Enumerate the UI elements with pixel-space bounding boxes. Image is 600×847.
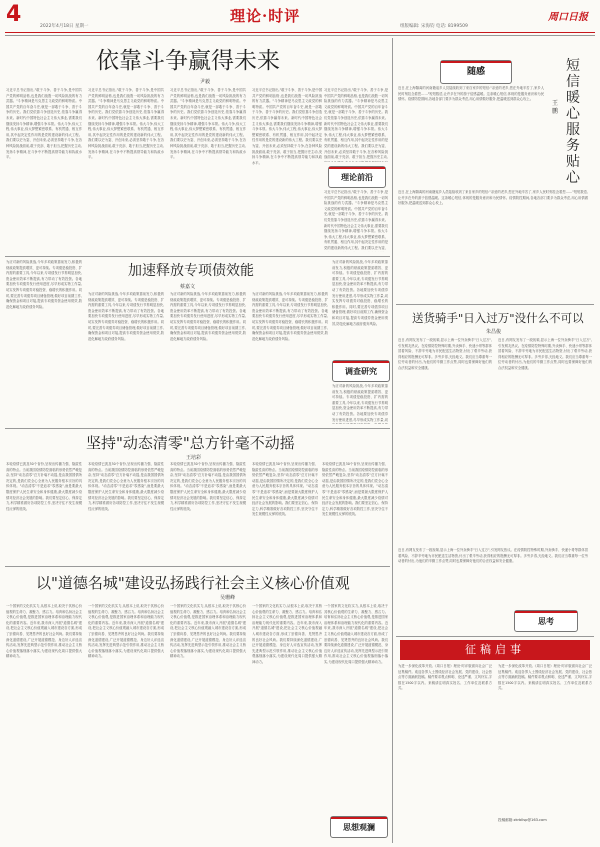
- article-body: 一个国家的文化软实力,从根本上说,取决于其核心价值观的生命力、凝聚力、感召力。培育和弘扬社会主义核心价值观,是推进国家治理体系和治理能力现代化的重要内容。近年来,我市深入开展"道德名城"建设,把社会主义核心价值观融入城市建设各方面,形成了崇德向善、见贤思齐的良好社会风尚。我们要持续深化道德建设,广泛开展道德模范、身边好人评选宣传活动,发挥先进典型示范引领作用,推动社会主义核心价值观落细落小落实,为建设现代化周口提供强大精神动力。: [324, 604, 388, 664]
- article-body: 近日,在上海隔离的河南籍返乡人员陆续收到了来自家乡的短信:"亲爱的老乡,您在外地辛苦了,家乡人民时刻挂念着您……"短短数语,让许多在外的游子倍感温暖。这条暖心短信,体现的是服务意识和为民情怀。疫情防控期间,各地各部门要多为群众考虑,用心用情做好服务,把温暖送到群众心坎上。: [398, 86, 544, 102]
- page-title: 理论·时评: [230, 7, 301, 25]
- section-tag: [332, 360, 390, 382]
- notice-title: 征稿启事: [400, 640, 590, 660]
- header-rule: [5, 32, 595, 33]
- article-body: 一个国家的文化软实力,从根本上说,取决于其核心价值观的生命力、凝聚力、感召力。培育和弘扬社会主义核心价值观,是推进国家治理体系和治理能力现代化的重要内容。近年来,我市深入开展"道德名城"建设,把社会主义核心价值观融入城市建设各方面,形成了崇德向善、见贤思齐的良好社会风尚。我们要持续深化道德建设,广泛开展道德模范、身边好人评选宣传活动,发挥先进典型示范引领作用,推动社会主义核心价值观落细落小落实,为建设现代化周口提供强大精神动力。: [252, 604, 322, 664]
- article-body: 近日,在上海隔离的河南籍返乡人员陆续收到了来自家乡的短信:"亲爱的老乡,您在外地辛苦了,家乡人民时刻挂念着您……"短短数语,让许多在外的游子倍感温暖。这条暖心短信,体现的是服务意识和为民情怀。疫情防控期间,各地各部门要多为群众考虑,用心用情做好服务,把温暖送到群众心坎上。: [398, 190, 588, 206]
- article-body: 习近平总书记指出,"敢于斗争、善于斗争,是中国共产党的鲜明品格,也是我们战胜一切风险挑战的有力武器。"斗争精神是马克思主义政党的鲜明特质。中国共产党的百年奋斗史,就是一部敢于斗争、善于斗争的历史。我们党依靠斗争创造历史,依靠斗争赢得未来。新时代中国特色社会主义伟大事业,需要我们继续发扬斗争精神,增强斗争本领。伟大斗争,伟大工程,伟大事业,伟大梦想紧密联系、有机贯通、相互作用,其中起决定性作用的是党的建设新的伟大工程。我们要以史为鉴、开创未来,必须坚持敢于斗争,在各种风险挑战面前,敢于亮剑、敢于担当,把握历史主动,发扬斗争精神,在斗争中不断提高领导能力和执政水平。: [252, 88, 322, 165]
- article-body: 本轮疫情已波及30个省份,呈现出传播力强、隐匿性高的特点。当前我国疫情防控面临的形势依然严峻复杂,坚持"动态清零"总方针毫不动摇,是由我国国情所决定的,是我们党全心全意为人民服务根本宗旨的具体体现。"动态清零"不是追求"零感染",而是要最大限度保护人民生命安全和身体健康,最大限度减少疫情对经济社会发展的影响。我们要坚定信心、保持定力,科学精准做好各项防控工作,坚决守住不发生规模性反弹的底线。: [88, 462, 164, 511]
- article-title: 坚持"动态清零"总方针毫不动摇: [86, 434, 295, 452]
- article-body: 本轮疫情已波及30个省份,呈现出传播力强、隐匿性高的特点。当前我国疫情防控面临的形势依然严峻复杂,坚持"动态清零"总方针毫不动摇,是由我国国情所决定的,是我们党全心全意为人民服务根本宗旨的具体体现。"动态清零"不是追求"零感染",而是要最大限度保护人民生命安全和身体健康,最大限度减少疫情对经济社会发展的影响。我们要坚定信心、保持定力,科学精准做好各项防控工作,坚决守住不发生规模性反弹的底线。: [322, 462, 388, 517]
- article-divider: [5, 566, 390, 567]
- article-body: 一个国家的文化软实力,从根本上说,取决于其核心价值观的生命力、凝聚力、感召力。培育和弘扬社会主义核心价值观,是推进国家治理体系和治理能力现代化的重要内容。近年来,我市深入开展"道德名城"建设,把社会主义核心价值观融入城市建设各方面,形成了崇德向善、见贤思齐的良好社会风尚。我们要持续深化道德建设,广泛开展道德模范、身边好人评选宣传活动,发挥先进典型示范引领作用,推动社会主义核心价值观落细落小落实,为建设现代化周口提供强大精神动力。: [6, 604, 82, 659]
- article-title: 短信暖心 服务贴心: [566, 58, 580, 186]
- section-tag: [440, 60, 512, 84]
- article-body: 近日,有网友发布了一段视频,显示上海一位外卖骑手"日入过万",引发网友热议。在疫情防控特殊时期,外卖骑手、快递小哥等群体冒着风险、不辞辛劳地为市民配送生活物资,付出了艰辛劳动,获得相应的报酬无可厚非。多劳多得,天经地义。我们应当尊重每一位劳动者的付出,为他们的辛勤工作点赞,同时也要保障好他们的合法权益和安全健康。: [398, 338, 492, 370]
- notice-contact: 投稿邮箱:zkrbllsp@163.com: [498, 818, 547, 822]
- article-body: 本轮疫情已波及30个省份,呈现出传播力强、隐匿性高的特点。当前我国疫情防控面临的形势依然严峻复杂,坚持"动态清零"总方针毫不动摇,是由我国国情所决定的,是我们党全心全意为人民服务根本宗旨的具体体现。"动态清零"不是追求"零感染",而是要最大限度保护人民生命安全和身体健康,最大限度减少疫情对经济社会发展的影响。我们要坚定信心、保持定力,科学精准做好各项防控工作,坚决守住不发生规模性反弹的底线。: [6, 462, 82, 511]
- section-tag: [328, 166, 386, 188]
- article-author: 王培彩: [186, 455, 202, 461]
- article-body: 习近平总书记指出,"敢于斗争、善于斗争,是中国共产党的鲜明品格,也是我们战胜一切风险挑战的有力武器。"斗争精神是马克思主义政党的鲜明特质。中国共产党的百年奋斗史,就是一部敢于斗争、善于斗争的历史。我们党依靠斗争创造历史,依靠斗争赢得未来。新时代中国特色社会主义伟大事业,需要我们继续发扬斗争精神,增强斗争本领。伟大斗争,伟大工程,伟大事业,伟大梦想紧密联系、有机贯通、相互作用,其中起决定性作用的是党的建设新的伟大工程。我们要以史为鉴、开创未来,必须坚持敢于斗争,在各种风险挑战面前,敢于亮剑、敢于担当,把握历史主动,: [324, 88, 388, 160]
- article-author: 蔡嘉文: [180, 284, 196, 290]
- article-body: 习近平总书记指出,"敢于斗争、善于斗争,是中国共产党的鲜明品格,也是我们战胜一切风险挑战的有力武器。"斗争精神是马克思主义政党的鲜明特质。中国共产党的百年奋斗史,就是一部敢于斗争、善于斗争的历史。我们党依靠斗争创造历史,依靠斗争赢得未来。新时代中国特色社会主义伟大事业,需要我们继续发扬斗争精神,增强斗争本领。伟大斗争,伟大工程,伟大事业,伟大梦想紧密联系、有机贯通、相互作用,其中起决定性作用的是党的建设新的伟大工程。我们要以史为鉴、开创未来,必须坚持敢于斗争,在各种风险挑战面前,敢于亮剑、敢于担当,把握历史主动,发扬斗争精神,在斗争中不断提高领导能力和执政水平。: [88, 88, 164, 160]
- article-body: 本轮疫情已波及30个省份,呈现出传播力强、隐匿性高的特点。当前我国疫情防控面临的形势依然严峻复杂,坚持"动态清零"总方针毫不动摇,是由我国国情所决定的,是我们党全心全意为人民服务根本宗旨的具体体现。"动态清零"不是追求"零感染",而是要最大限度保护人民生命安全和身体健康,最大限度减少疫情对经济社会发展的影响。我们要坚定信心、保持定力,科学精准做好各项防控工作,坚决守住不发生规模性反弹的底线。: [252, 462, 318, 517]
- section-tag-label: 理论前沿: [341, 171, 373, 182]
- editor-line: 组版编辑: 宋海钧 电话: 8199509: [400, 24, 468, 29]
- article-author: 尹毅: [200, 79, 211, 85]
- section-tag-label: 思想观澜: [343, 821, 375, 832]
- article-body: 一个国家的文化软实力,从根本上说,取决于其核心价值观的生命力、凝聚力、感召力。培育和弘扬社会主义核心价值观,是推进国家治理体系和治理能力现代化的重要内容。近年来,我市深入开展"道德名城"建设,把社会主义核心价值观融入城市建设各方面,形成了崇德向善、见贤思齐的良好社会风尚。我们要持续深化道德建设,广泛开展道德模范、身边好人评选宣传活动,发挥先进典型示范引领作用,推动社会主义核心价值观落细落小落实,为建设现代化周口提供强大精神动力。: [170, 604, 246, 659]
- section-tag: [514, 610, 578, 632]
- article-body: 为应对新的风险挑战,今年多项政策靠前发力,积极的财政政策提质增效、更可持续。专项债是稳投资、扩内需的重要工具,今年以来,专项债发行节奏明显加快,资金使用效率不断提高,有力带动了有效投资。各地要加快专项债券发行使用进度,尽早形成实物工作量,切实发挥专项债券对稳投资、稳增长的积极作用。同时,要完善专项债券项目储备管理,做好项目前期工作,确保资金和项目对接,提高专项债券资金使用绩效,防范化解地方政府债务风险。: [170, 292, 246, 341]
- notice-body: 为进一步深化改革开放,《周口日报》理论·时评版面向社会广泛征集稿件。欢迎各界人士围绕经济社会发展、党的建设、社会热点等方面踊跃投稿。稿件要求观点鲜明、论述严谨、文风朴实,字数在1500字以内。来稿请注明真实姓名、工作单位及联系方式。: [398, 664, 492, 691]
- section-tag-label: 随感: [466, 66, 485, 77]
- article-body: 为应对新的风险挑战,今年多项政策靠前发力,积极的财政政策提质增效、更可持续。专项债是稳投资、扩内需的重要工具,今年以来,专项债发行节奏明显加快,资金使用效率不断提高,有力带动了有效投资。各地要加快专项债券发行使用进度,尽早形成实物工作量,切实发挥专项债券对稳投资、稳增长的积极作用。同时,要完善专项债券项目储备管理,做好项目前期工作,确保资金和项目对接,提高专项债券资金使用绩效,防范化解地方政府债务风险。: [6, 260, 82, 309]
- article-author: 王鹏: [552, 100, 559, 115]
- article-body: 本轮疫情已波及30个省份,呈现出传播力强、隐匿性高的特点。当前我国疫情防控面临的形势依然严峻复杂,坚持"动态清零"总方针毫不动摇,是由我国国情所决定的,是我们党全心全意为人民服务根本宗旨的具体体现。"动态清零"不是追求"零感染",而是要最大限度保护人民生命安全和身体健康,最大限度减少疫情对经济社会发展的影响。我们要坚定信心、保持定力,科学精准做好各项防控工作,坚决守住不发生规模性反弹的底线。: [170, 462, 246, 511]
- column-divider: [392, 38, 393, 843]
- article-title: 送货骑手"日入过万"没什么不可以: [412, 311, 584, 325]
- article-title: 加速释放专项债效能: [128, 263, 254, 279]
- article-body: 近日,有网友发布了一段视频,显示上海一位外卖骑手"日入过万",引发网友热议。在疫情防控特殊时期,外卖骑手、快递小哥等群体冒着风险、不辞辛劳地为市民配送生活物资,付出了艰辛劳动,获得相应的报酬无可厚非。多劳多得,天经地义。我们应当尊重每一位劳动者的付出,为他们的辛勤工作点赞,同时也要保障好他们的合法权益和安全健康。: [498, 338, 592, 370]
- header-rule-thin: [5, 35, 595, 36]
- article-body: 习近平总书记指出,"敢于斗争、善于斗争,是中国共产党的鲜明品格,也是我们战胜一切风险挑战的有力武器。"斗争精神是马克思主义政党的鲜明特质。中国共产党的百年奋斗史,就是一部敢于斗争、善于斗争的历史。我们党依靠斗争创造历史,依靠斗争赢得未来。新时代中国特色社会主义伟大事业,需要我们继续发扬斗争精神,增强斗争本领。伟大斗争,伟大工程,伟大事业,伟大梦想紧密联系、有机贯通、相互作用,其中起决定性作用的是党的建设新的伟大工程。我们要以史为鉴、开创未来,必须坚持敢于斗争,在各种风险挑战面前,敢于亮剑、敢于担当,把握历史主动,发扬斗争精神,在斗争中不断提高领导能力和执政水平。: [170, 88, 246, 160]
- article-body: 为应对新的风险挑战,今年多项政策靠前发力,积极的财政政策提质增效、更可持续。专项债是稳投资、扩内需的重要工具,今年以来,专项债发行节奏明显加快,资金使用效率不断提高,有力带动了有效投资。各地要加快专项债券发行使用进度,尽早形成实物工作量,切实发挥专项债券对稳投资、稳增长的积极作用。同时,要完善专项债券项目储备管理,做好项目前期工作,确保资金和项目对接,提高专项债券资金使用绩效,防范化解地方政府债务风险。: [88, 292, 164, 341]
- section-tag-label: 调查研究: [345, 365, 377, 376]
- article-divider: [5, 428, 390, 429]
- date-line: 2022年4月18日 星期一: [40, 24, 89, 29]
- article-divider: [396, 636, 594, 637]
- section-tag-label: 思考: [538, 615, 554, 626]
- article-body: 近日,有网友发布了一段视频,显示上海一位外卖骑手"日入过万",引发网友热议。在疫情防控特殊时期,外卖骑手、快递小哥等群体冒着风险、不辞辛劳地为市民配送生活物资,付出了艰辛劳动,获得相应的报酬无可厚非。多劳多得,天经地义。我们应当尊重每一位劳动者的付出,为他们的辛勤工作点赞,同时也要保障好他们的合法权益和安全健康。: [398, 548, 588, 564]
- article-body: 一个国家的文化软实力,从根本上说,取决于其核心价值观的生命力、凝聚力、感召力。培育和弘扬社会主义核心价值观,是推进国家治理体系和治理能力现代化的重要内容。近年来,我市深入开展"道德名城"建设,把社会主义核心价值观融入城市建设各方面,形成了崇德向善、见贤思齐的良好社会风尚。我们要持续深化道德建设,广泛开展道德模范、身边好人评选宣传活动,发挥先进典型示范引领作用,推动社会主义核心价值观落细落小落实,为建设现代化周口提供强大精神动力。: [88, 604, 164, 659]
- notice-body: 为进一步深化改革开放,《周口日报》理论·时评版面向社会广泛征集稿件。欢迎各界人士围绕经济社会发展、党的建设、社会热点等方面踊跃投稿。稿件要求观点鲜明、论述严谨、文风朴实,字数在1500字以内。来稿请注明真实姓名、工作单位及联系方式。: [498, 664, 592, 691]
- article-divider: [5, 256, 390, 257]
- page-number: 4: [6, 2, 22, 27]
- article-author: 朱昌俊: [486, 329, 502, 335]
- article-divider: [396, 304, 594, 305]
- article-title: 依靠斗争赢得未来: [96, 48, 280, 74]
- section-tag: [330, 816, 388, 838]
- article-body: 习近平总书记指出,"敢于斗争、善于斗争,是中国共产党的鲜明品格,也是我们战胜一切风险挑战的有力武器。"斗争精神是马克思主义政党的鲜明特质。中国共产党的百年奋斗史,就是一部敢于斗争、善于斗争的历史。我们党依靠斗争创造历史,依靠斗争赢得未来。新时代中国特色社会主义伟大事业,需要我们继续发扬斗争精神,增强斗争本领。伟大斗争,伟大工程,伟大事业,伟大梦想紧密联系、有机贯通、相互作用,其中起决定性作用的是党的建设新的伟大工程。我们要以史为鉴、: [324, 190, 388, 250]
- article-body: 为应对新的风险挑战,今年多项政策靠前发力,积极的财政政策提质增效、更可持续。专项债是稳投资、扩内需的重要工具,今年以来,专项债发行节奏明显加快,资金使用效率不断提高,有力带动了有效投资。各地要加快专项债券发行使用进度,尽早形成实物工作量,切实发挥专项债券对稳投资、稳增长的积极作用。同时,要完善专项债券项目储备管理,做好项目前期工作,确保资金和项目对接,提高专项债券资金使用绩效,防范化解地方政府债务风险。: [332, 260, 388, 326]
- article-author: 吴珊峰: [220, 595, 236, 601]
- article-body: 为应对新的风险挑战,今年多项政策靠前发力,积极的财政政策提质增效、更可持续。专项债是稳投资、扩内需的重要工具,今年以来,专项债发行节奏明显加快,资金使用效率不断提高,有力带动了有效投资。各地要加快专项债券发行使用进度,尽早形成实物工作量,切: [332, 384, 388, 422]
- article-body: 习近平总书记指出,"敢于斗争、善于斗争,是中国共产党的鲜明品格,也是我们战胜一切风险挑战的有力武器。"斗争精神是马克思主义政党的鲜明特质。中国共产党的百年奋斗史,就是一部敢于斗争、善于斗争的历史。我们党依靠斗争创造历史,依靠斗争赢得未来。新时代中国特色社会主义伟大事业,需要我们继续发扬斗争精神,增强斗争本领。伟大斗争,伟大工程,伟大事业,伟大梦想紧密联系、有机贯通、相互作用,其中起决定性作用的是党的建设新的伟大工程。我们要以史为鉴、开创未来,必须坚持敢于斗争,在各种风险挑战面前,敢于亮剑、敢于担当,把握历史主动,发扬斗争精神,在斗争中不断提高领导能力和执政水平。: [6, 88, 82, 160]
- article-title: 以"道德名城"建设弘扬践行社会主义核心价值观: [36, 574, 350, 592]
- masthead-logo: 周口日报: [548, 12, 588, 23]
- article-body: 为应对新的风险挑战,今年多项政策靠前发力,积极的财政政策提质增效、更可持续。专项债是稳投资、扩内需的重要工具,今年以来,专项债发行节奏明显加快,资金使用效率不断提高,有力带动了有效投资。各地要加快专项债券发行使用进度,尽早形成实物工作量,切实发挥专项债券对稳投资、稳增长的积极作用。同时,要完善专项债券项目储备管理,做好项目前期工作,确保资金和项目对接,提高专项债券资金使用绩效,防范化解地方政府债务风险。: [252, 292, 328, 341]
